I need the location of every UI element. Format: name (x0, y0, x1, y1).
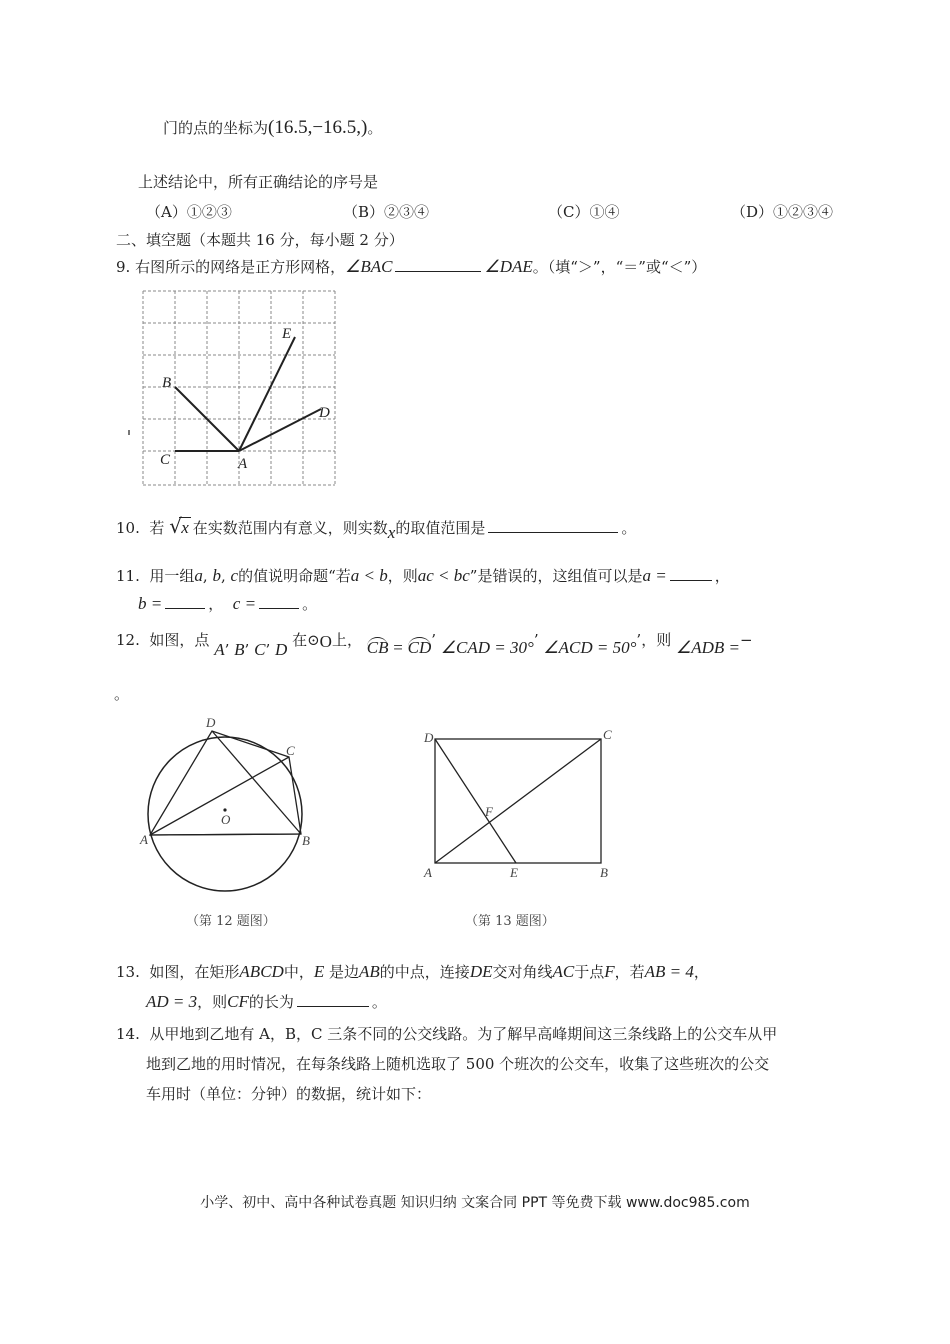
q13-label-d: D (424, 730, 434, 745)
q9-text: 9. 右图所示的网络是正方形网格，∠BAC ∠DAE。（填“＞”，“＝”或“＜”） (116, 257, 707, 276)
q12-circle-figure (136, 710, 326, 895)
q9-answer-blank[interactable] (395, 257, 481, 272)
q11-text-line2: b = ， c = 。 (138, 594, 318, 613)
q13-label-e: E (510, 865, 518, 880)
arc-cb: CB (366, 638, 389, 657)
q12-label-b: B (302, 833, 310, 848)
q10-text: 10. 若 √ x 在实数范围内有意义，则实数x的取值范围是 。 (116, 514, 637, 542)
section-2-title: 二、填空题（本题共 16 分，每小题 2 分） (116, 231, 404, 249)
q9-label-e: E (282, 326, 292, 342)
segment-ae (239, 337, 295, 451)
q12-caption: （第 12 题图） (186, 914, 276, 929)
q12-label-c: C (286, 743, 295, 758)
arc-cd: CD (407, 638, 432, 657)
q11-a-blank[interactable] (670, 566, 712, 581)
q8-line1: 门的点的坐标为(16.5,−16.5,)。 (163, 117, 383, 138)
q9-label-c: C (160, 452, 171, 468)
q12-label-a: A (140, 832, 148, 847)
q10-answer-blank[interactable] (488, 518, 618, 533)
q11-c-blank[interactable] (259, 594, 299, 609)
q9-label-a: A (238, 456, 248, 472)
q13-label-a: A (424, 865, 432, 880)
q12-label-d: D (206, 715, 216, 730)
q8-line2: 上述结论中，所有正确结论的序号是 (138, 173, 379, 191)
q11-b-blank[interactable] (165, 594, 205, 609)
q13-label-b: B (600, 865, 608, 880)
q11-text-line1: 11. 用一组a, b, c的值说明命题“若a < b，则ac < bc”是错误的，这组值可以是a = ， (116, 566, 730, 585)
q13-text-line1: 13. 如图，在矩形ABCD中，E 是边AB的中点，连接DE交对角线AC于点F，若AB = 4， (116, 962, 709, 981)
q13-rectangle-figure (415, 722, 620, 884)
q13-caption: （第 13 题图） (465, 914, 555, 929)
q13-label-f: F (485, 804, 493, 819)
segment-ab (150, 834, 301, 835)
q8-option-c: （C）①④ (548, 203, 620, 221)
q14-text-line3: 车用时（单位：分钟）的数据，统计如下： (146, 1085, 432, 1103)
q14-text-line2: 地到乙地的用时情况，在每条线路上随机选取了 500 个班次的公交车，收集了这些班次的公交 (146, 1055, 770, 1073)
q12-end-mark: 。 (114, 685, 130, 703)
diagonal-ac (435, 739, 601, 863)
q12-label-o: O (221, 812, 231, 827)
q14-text-line1: 14. 从甲地到乙地有 A，B，C 三条不同的公交线路。为了解早高峰期间这三条线路上的公交车从甲 (116, 1025, 778, 1043)
q9-label-d: D (319, 405, 330, 421)
q9-grid-figure (138, 286, 343, 491)
q13-label-c: C (603, 727, 612, 742)
q13-text-line2: AD = 3，则CF的长为 。 (146, 992, 387, 1011)
segment-de (435, 739, 516, 863)
segment-ad (239, 409, 321, 451)
q8-option-a: （A）①②③ (146, 203, 232, 221)
q8-option-b: （B）②③④ (343, 203, 430, 221)
q8-option-d: （D）①②③④ (731, 203, 834, 221)
q12-text: 12. 如图，点 A’ B’ C’ D 在⊙O上， CB = CD’ ∠CAD = 30°’ ∠ACD = 50°’，则 ∠ADB =− (116, 631, 753, 659)
q9-label-b: B (162, 375, 172, 391)
sqrt-symbol: √ x (169, 514, 189, 538)
q13-answer-blank[interactable] (297, 992, 369, 1007)
scan-mark (128, 430, 130, 435)
page-footer[interactable]: 小学、初中、高中各种试卷真题 知识归纳 文案合同 PPT 等免费下载 www.doc985.com (200, 1195, 750, 1211)
